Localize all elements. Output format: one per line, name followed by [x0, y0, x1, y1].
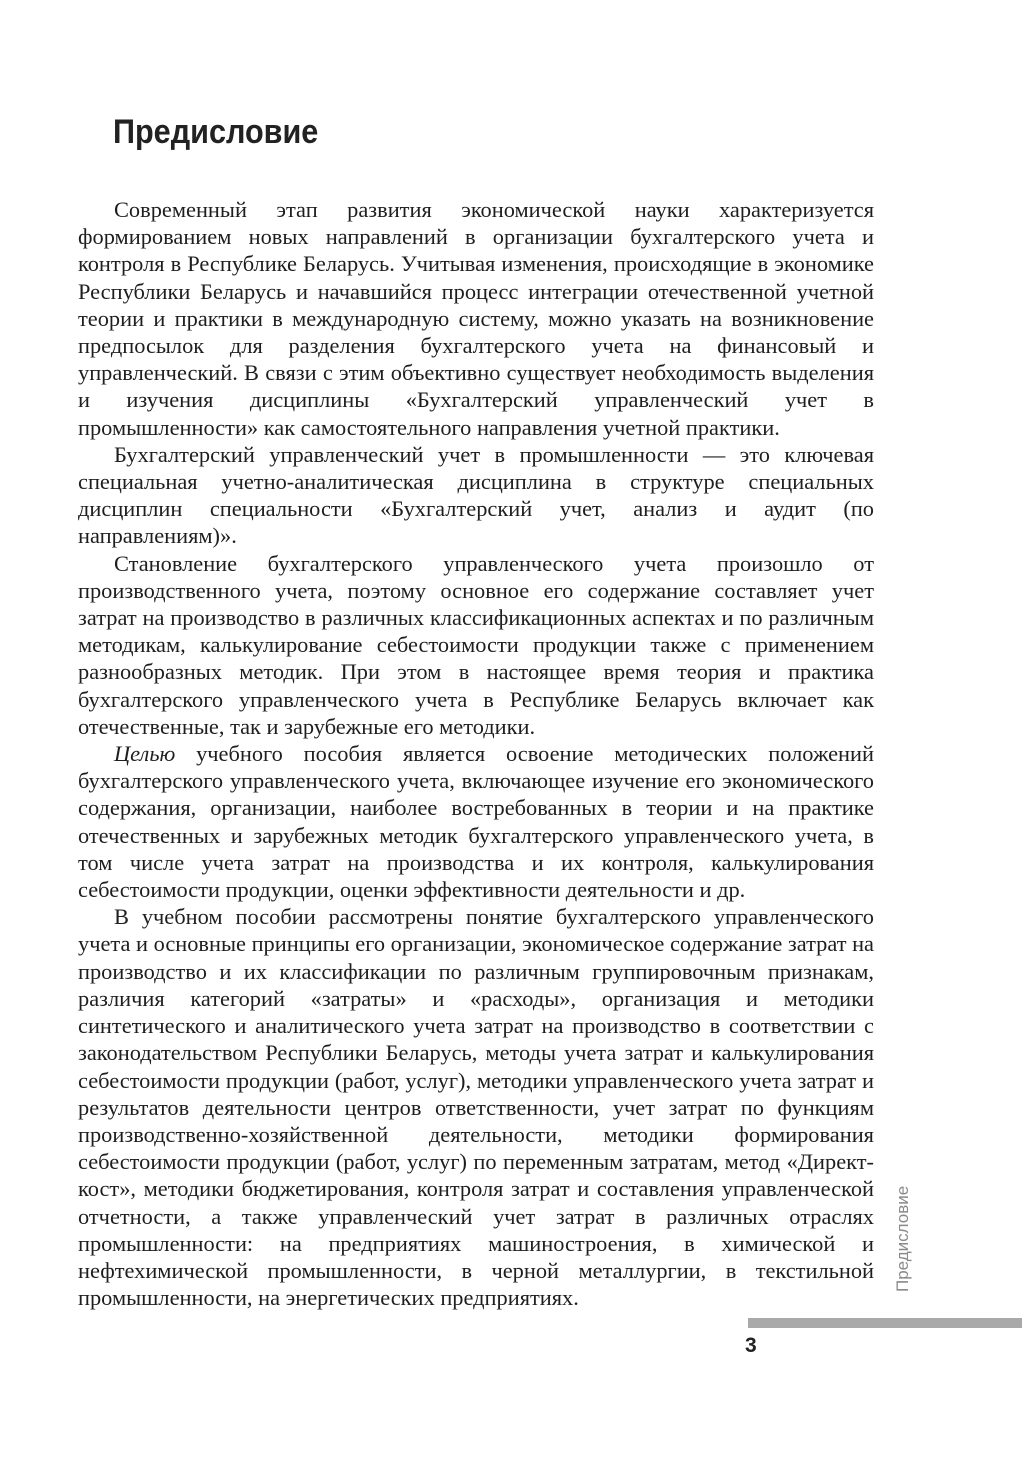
page-number: 3: [745, 1334, 757, 1357]
paragraph-3: Становление бухгалтерского управленческого учета произошло от производственного учета, поэтому основное его содержание составляет учет затрат на производство в различных классификационных аспектах и по различным методикам, калькулирование себестоимости продукции также с применением разнообразных методик. При этом в настоящее время теория и практика бухгалтерского управленческого учета в Республике Беларусь включает как отечественные, так и зарубежные его методики.: [78, 550, 874, 739]
page-marker-bar: [748, 1318, 1022, 1328]
paragraph-2: Бухгалтерский управленческий учет в промышленности — это ключевая специальная учетно-аналитическая дисциплина в структуре специальных дисциплин специальности «Бухгалтерский учет, анализ и аудит (по направлениям)».: [78, 441, 874, 549]
paragraph-5: В учебном пособии рассмотрены понятие бухгалтерского управленческого учета и основные принципы его организации, экономическое содержание затрат на производство и их классификации по различным группировочным признакам, различия категорий «затраты» и «расходы», организация и методики синтетического и аналитического учета затрат на производство в соответствии с законодательством Республики Беларусь, методы учета затрат и калькулирования себестоимости продукции (работ, услуг), методики управленческого учета затрат и результатов деятельности центров ответственности, учет затрат по функциям производственно-хозяйственной деятельности, методики формирования себестоимости продукции (работ, услуг) по переменным затратам, метод «Директ-кост», методики бюджетирования, контроля затрат и составления управленческой отчетности, а также управленческий учет затрат в различных отраслях промышленности: на предприятиях машиностроения, в химической и нефтехимической промышленности, в черной металлургии, в текстильной промышленности, на энергетических предприятиях.: [78, 904, 874, 1311]
paragraph-4-text: учебного пособия является освоение методических положений бухгалтерского управленческого учета, включающее изучение его экономического содержания, организации, наиболее востребованных в теории и на практике отечественных и зарубежных методик бухгалтерского управленческого учета, в том числе учета затрат на производства и их контроля, калькулирования себестоимости продукции, оценки эффективности деятельности и др.: [78, 741, 874, 903]
body-text: [78, 196, 874, 1311]
page-title: Предисловие: [113, 113, 319, 151]
paragraph-4: [78, 740, 874, 903]
running-header-vertical: [893, 1182, 921, 1292]
emphasis-goal: Целью: [114, 741, 176, 767]
side-label-text: Предисловие: [893, 1185, 912, 1292]
paragraph-1: Современный этап развития экономической науки характеризуется формированием новых направлений в организации бухгалтерского учета и контроля в Республике Беларусь. Учитывая изменения, происходящие в экономике Республики Беларусь и начавшийся процесс интеграции отечественной учетной теории и практики в международную систему, можно указать на возникновение предпосылок для разделения бухгалтерского учета на финансовый и управленческий. В связи с этим объективно существует необходимость выделения и изучения дисциплины «Бухгалтерский управленческий учет в промышленности» как самостоятельного направления учетной практики.: [78, 197, 874, 440]
